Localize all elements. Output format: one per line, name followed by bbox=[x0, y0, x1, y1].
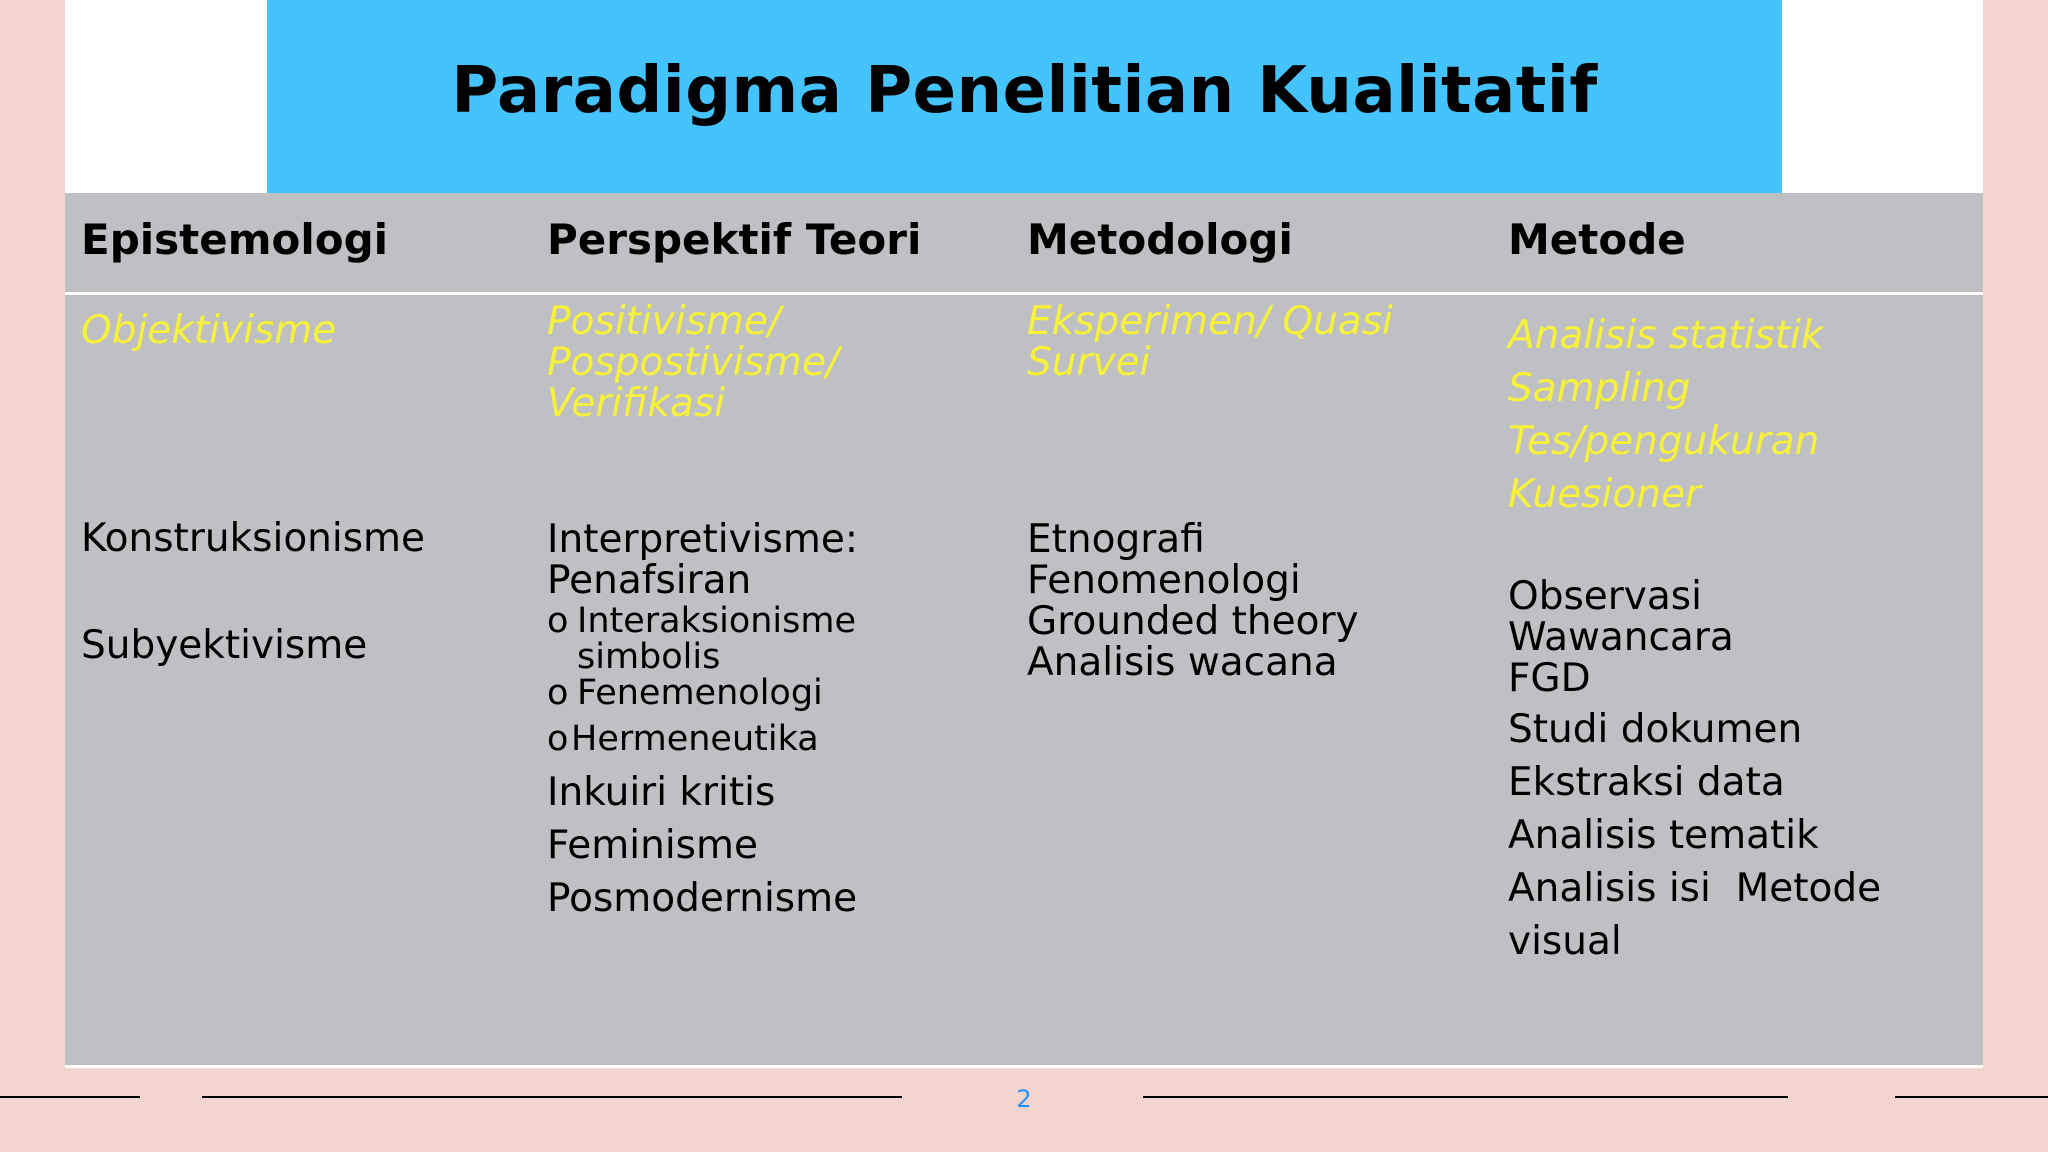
title-band bbox=[267, 0, 1782, 193]
page-title: Paradigma Penelitian Kualitatif bbox=[451, 53, 1598, 128]
epistemologi-subyektivisme: Subyektivisme bbox=[81, 623, 368, 668]
circle-bullet-icon: o bbox=[547, 673, 569, 713]
table-header-row bbox=[65, 193, 1983, 295]
page-number: 2 bbox=[1016, 1085, 1032, 1113]
header-metode: Metode bbox=[1508, 215, 1686, 264]
metode-kualitatif: Observasi Wawancara FGD bbox=[1508, 574, 1734, 701]
list-item: o Interaksionisme simbolis bbox=[547, 601, 857, 677]
teori-lainnya: Inkuiri kritis Feminisme Posmodernisme bbox=[547, 770, 858, 921]
epistemologi-konstruksionisme: Konstruksionisme bbox=[81, 516, 426, 561]
header-metodologi: Metodologi bbox=[1027, 215, 1293, 264]
metode-kualitatif-lainnya: Studi dokumen Ekstraksi data Analisis tematik Analisis isi Metode visual bbox=[1508, 707, 1882, 964]
table-bottom-border bbox=[65, 1065, 1983, 1068]
footer-divider bbox=[1143, 1096, 1788, 1098]
footer-divider bbox=[0, 1096, 140, 1098]
list-item: o Fenemenologi bbox=[547, 673, 823, 713]
header-perspektif-teori: Perspektif Teori bbox=[547, 215, 922, 264]
epistemologi-objektivisme: Objektivisme bbox=[81, 308, 337, 353]
metodologi-kualitatif: Etnografi Fenomenologi Grounded theory Analisis wacana bbox=[1027, 517, 1359, 685]
footer-divider bbox=[1895, 1096, 2048, 1098]
footer-divider bbox=[202, 1096, 902, 1098]
metodologi-kuantitatif: Eksperimen/ Quasi Survei bbox=[1027, 299, 1393, 385]
circle-bullet-icon: o bbox=[547, 601, 569, 641]
metode-kuantitatif: Analisis statistik Sampling Tes/pengukuran Kuesioner bbox=[1508, 313, 1824, 517]
teori-positivisme: Positivisme/ Pospostivisme/ Verifikasi bbox=[547, 299, 840, 426]
teori-interpretivisme: Interpretivisme: Penafsiran o Interaksionisme simbolis o Fenemenologi o Hermeneutika bbox=[547, 517, 858, 759]
paradigm-table bbox=[65, 193, 1983, 1065]
header-epistemologi: Epistemologi bbox=[81, 215, 389, 264]
list-item: o Hermeneutika bbox=[547, 719, 819, 759]
circle-bullet-icon: o bbox=[547, 719, 569, 759]
